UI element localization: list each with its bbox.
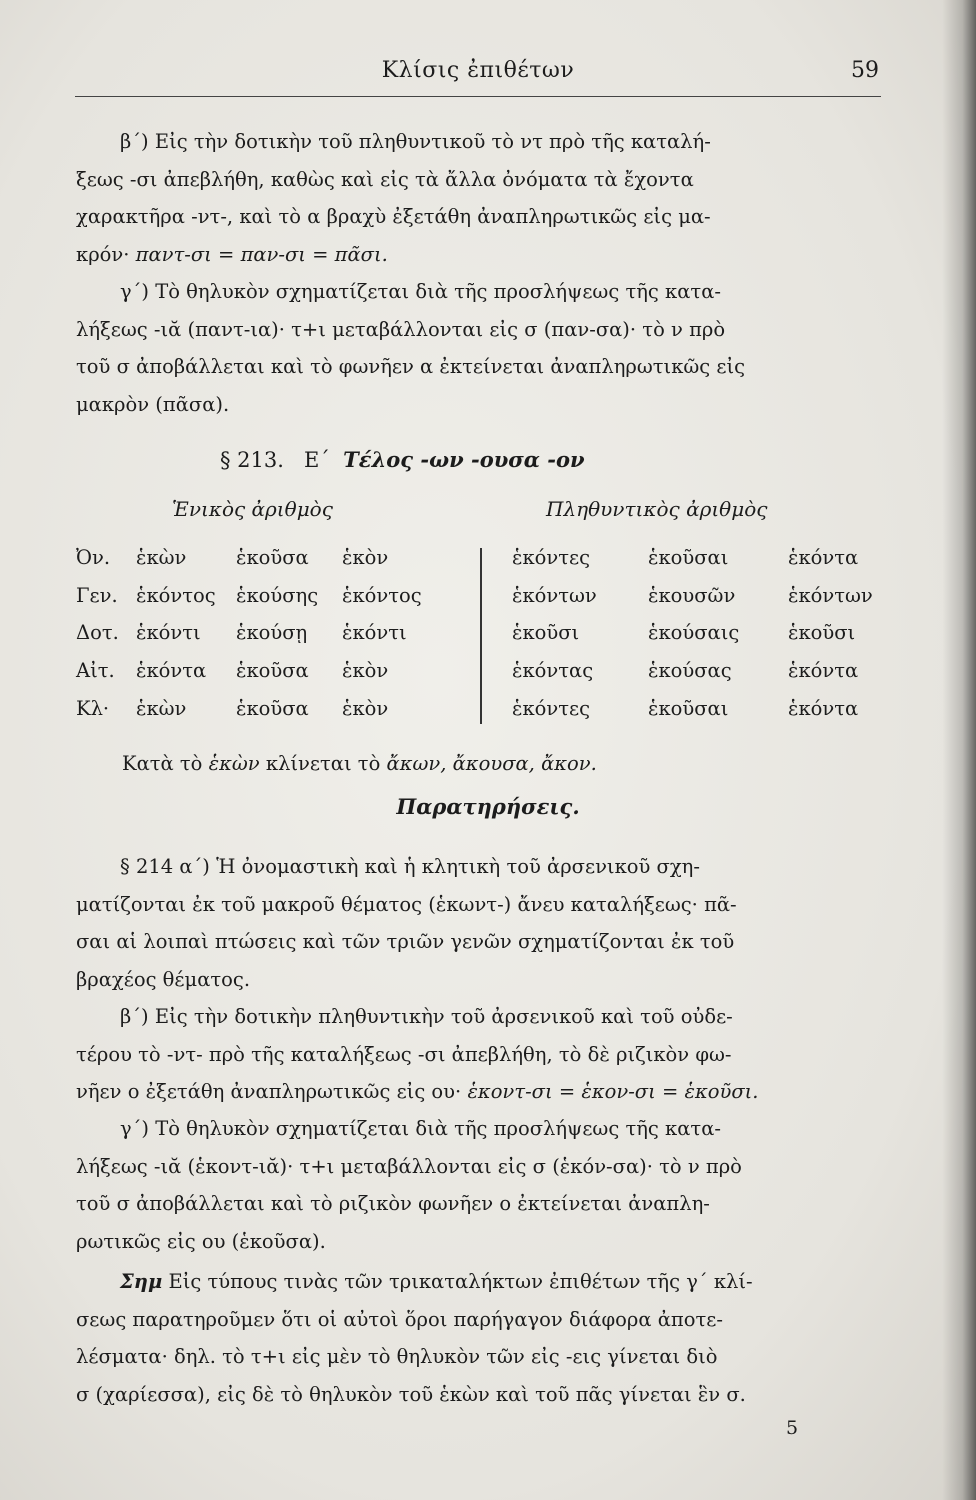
singular-fem: ἑκοῦσα <box>236 696 309 720</box>
singular-masc: ἑκὼν <box>136 546 187 569</box>
plural-masc: ἑκόντες <box>512 546 591 569</box>
text-line: μακρὸν (πᾶσα). <box>76 392 230 416</box>
singular-heading: Ἑνικὸς ἀριθμὸς <box>172 497 333 521</box>
plural-masc: ἑκόντες <box>512 696 591 720</box>
text-line: τοῦ σ ἀποβάλλεται καὶ τὸ ριζικὸν φωνῆεν ο ἐκτείνεται ἀναπλη- <box>76 1192 710 1215</box>
text-fragment: ἄκων, ἄκουσα, ἄκον. <box>386 752 597 775</box>
table-row <box>76 542 882 580</box>
singular-fem: ἑκοῦσα <box>236 659 309 683</box>
singular-masc: ἑκόντι <box>136 621 201 645</box>
plural-fem: ἑκουσῶν <box>648 583 736 607</box>
plural-fem: ἑκούσας <box>648 659 732 683</box>
text-line <box>76 1263 882 1301</box>
case-label: Ὀν. <box>76 546 111 569</box>
page-number: 59 <box>851 58 879 83</box>
text-line <box>76 1073 882 1111</box>
text-fragment: ἑκὼν <box>208 752 260 775</box>
observations-heading: Παρατηρήσεις. <box>396 794 580 819</box>
plural-fem: ἑκοῦσαι <box>648 696 729 720</box>
singular-neut: ἑκὸν <box>342 659 389 683</box>
singular-masc: ἑκὼν <box>136 696 187 720</box>
table-row <box>76 617 882 655</box>
plural-heading: Πληθυντικὸς ἀριθμὸς <box>546 497 768 521</box>
formula: ἑκοντ-σι = ἑκον-σι = ἑκοῦσι. <box>467 1080 759 1103</box>
table-row <box>76 580 882 618</box>
section-heading <box>220 447 585 472</box>
singular-fem: ἑκούσῃ <box>236 621 308 645</box>
text-line: τοῦ σ ἀποβάλλεται καὶ τὸ φωνῆεν α ἐκτείνεται ἀναπληρωτικῶς εἰς <box>76 355 746 378</box>
singular-fem: ἑκοῦσα <box>236 546 309 569</box>
text-fragment: Εἰς τύπους τινὰς τῶν τρικαταλήκτων ἐπιθέτων τῆς γ΄ κλί- <box>168 1270 753 1293</box>
text-line: β΄) Εἰς τὴν δοτικὴν τοῦ πληθυντικοῦ τὸ ντ πρὸ τῆς καταλή- <box>120 130 711 153</box>
page-header <box>75 52 881 97</box>
paragraph-gamma <box>76 273 882 423</box>
case-label: Δοτ. <box>76 621 119 645</box>
plural-neut: ἑκοῦσι <box>788 621 856 645</box>
after-table-line <box>122 745 882 783</box>
text-line: βραχέος θέματος. <box>76 967 251 991</box>
signature-mark: 5 <box>786 1417 799 1439</box>
text-fragment: νῆεν ο ἐξετάθη ἀναπληρωτικῶς εἰς ου· <box>76 1080 462 1103</box>
text-fragment: κρόν· <box>76 242 130 266</box>
plural-fem: ἑκοῦσαι <box>648 546 729 569</box>
singular-masc: ἑκόντα <box>136 659 207 683</box>
table-row <box>76 693 882 731</box>
singular-neut: ἑκὸν <box>342 696 389 720</box>
text-line: λέσματα· δηλ. τὸ τ+ι εἰς μὲν τὸ θηλυκὸν τῶν εἰς -εις γίνεται διὸ <box>76 1345 718 1368</box>
note-label: Σημ <box>120 1270 163 1293</box>
case-label: Κλ· <box>76 696 110 720</box>
text-line <box>122 745 882 783</box>
section-title: Τέλος -ων -ουσα -ον <box>343 447 585 472</box>
paragraph-214-gamma <box>76 1110 882 1260</box>
running-title: Κλίσις ἐπιθέτων <box>381 58 575 83</box>
plural-masc: ἑκοῦσι <box>512 621 580 645</box>
text-line: σ (χαρίεσσα), εἰς δὲ τὸ θηλυκὸν τοῦ ἑκὼν καὶ τοῦ πᾶς γίνεται ἓν σ. <box>76 1382 746 1406</box>
singular-neut: ἑκόντος <box>342 583 422 607</box>
text-line: χαρακτῆρα -ντ-, καὶ τὸ α βραχὺ ἐξετάθη ἀναπληρωτικῶς εἰς μα- <box>76 205 711 228</box>
text-line: β΄) Εἰς τὴν δοτικὴν πληθυντικὴν τοῦ ἀρσενικοῦ καὶ τοῦ οὐδε- <box>120 1005 733 1028</box>
plural-masc: ἑκόντας <box>512 659 594 683</box>
text-line: γ΄) Τὸ θηλυκὸν σχηματίζεται διὰ τῆς προσλήψεως τῆς κατα- <box>120 280 721 303</box>
singular-masc: ἑκόντος <box>136 583 216 607</box>
singular-fem: ἑκούσης <box>236 583 319 607</box>
singular-neut: ἑκὸν <box>342 546 389 569</box>
text-line: τέρου τὸ -ντ- πρὸ τῆς καταλήξεως -σι ἀπεβλήθη, τὸ δὲ ριζικὸν φω- <box>76 1042 732 1066</box>
singular-neut: ἑκόντι <box>342 621 407 645</box>
text-line: ρωτικῶς εἰς ου (ἑκοῦσα). <box>76 1229 326 1253</box>
text-line: λήξεως -ιᾰ (ἑκοντ-ιᾰ)· τ+ι μεταβάλλονται εἰς σ (ἑκόν-σα)· τὸ ν πρὸ <box>76 1154 742 1178</box>
paragraph-214-beta <box>76 998 882 1111</box>
plural-neut: ἑκόντα <box>788 546 859 569</box>
text-line: § 214 α΄) Ἡ ὀνομαστικὴ καὶ ἡ κλητικὴ τοῦ ἀρσενικοῦ σχη- <box>120 855 700 878</box>
section-number: § 213. <box>220 448 284 472</box>
page-edge-shadow <box>942 0 976 1500</box>
text-line <box>76 236 882 274</box>
table-row <box>76 655 882 693</box>
case-label: Γεν. <box>76 583 118 607</box>
plural-neut: ἑκόντων <box>788 583 873 607</box>
text-line: σαι αἱ λοιπαὶ πτώσεις καὶ τῶν τριῶν γενῶν σχηματίζονται ἐκ τοῦ <box>76 930 735 953</box>
section-roman: Ε΄ <box>303 448 330 472</box>
paragraph-214-alpha <box>76 848 882 998</box>
table-divider <box>480 548 482 724</box>
plural-neut: ἑκόντα <box>788 659 859 683</box>
note-paragraph <box>76 1263 882 1413</box>
paragraph-beta <box>76 123 882 273</box>
text-line: γ΄) Τὸ θηλυκὸν σχηματίζεται διὰ τῆς προσλήψεως τῆς κατα- <box>120 1117 721 1140</box>
text-line: σεως παρατηροῦμεν ὅτι οἱ αὐτοὶ ὅροι παρήγαγον διάφορα ἀποτε- <box>76 1307 723 1331</box>
plural-neut: ἑκόντα <box>788 696 859 720</box>
text-fragment: Κατὰ τὸ <box>122 752 203 775</box>
text-line: λήξεως -ιᾰ (παντ-ια)· τ+ι μεταβάλλονται εἰς σ (παν-σα)· τὸ ν πρὸ <box>76 317 726 341</box>
case-label: Αἰτ. <box>76 659 115 683</box>
declension-table <box>76 542 882 730</box>
formula: παντ-σι = παν-σι = πᾶσι. <box>135 242 388 266</box>
plural-fem: ἑκούσαις <box>648 621 740 645</box>
text-line: ματίζονται ἐκ τοῦ μακροῦ θέματος (ἑκωντ-) ἄνευ καταλήξεως· πᾶ- <box>76 892 737 916</box>
plural-masc: ἑκόντων <box>512 583 597 607</box>
text-line: ξεως -σι ἀπεβλήθη, καθὼς καὶ εἰς τὰ ἄλλα ὀνόματα τὰ ἔχοντα <box>76 167 694 191</box>
text-fragment: κλίνεται τὸ <box>265 752 381 775</box>
